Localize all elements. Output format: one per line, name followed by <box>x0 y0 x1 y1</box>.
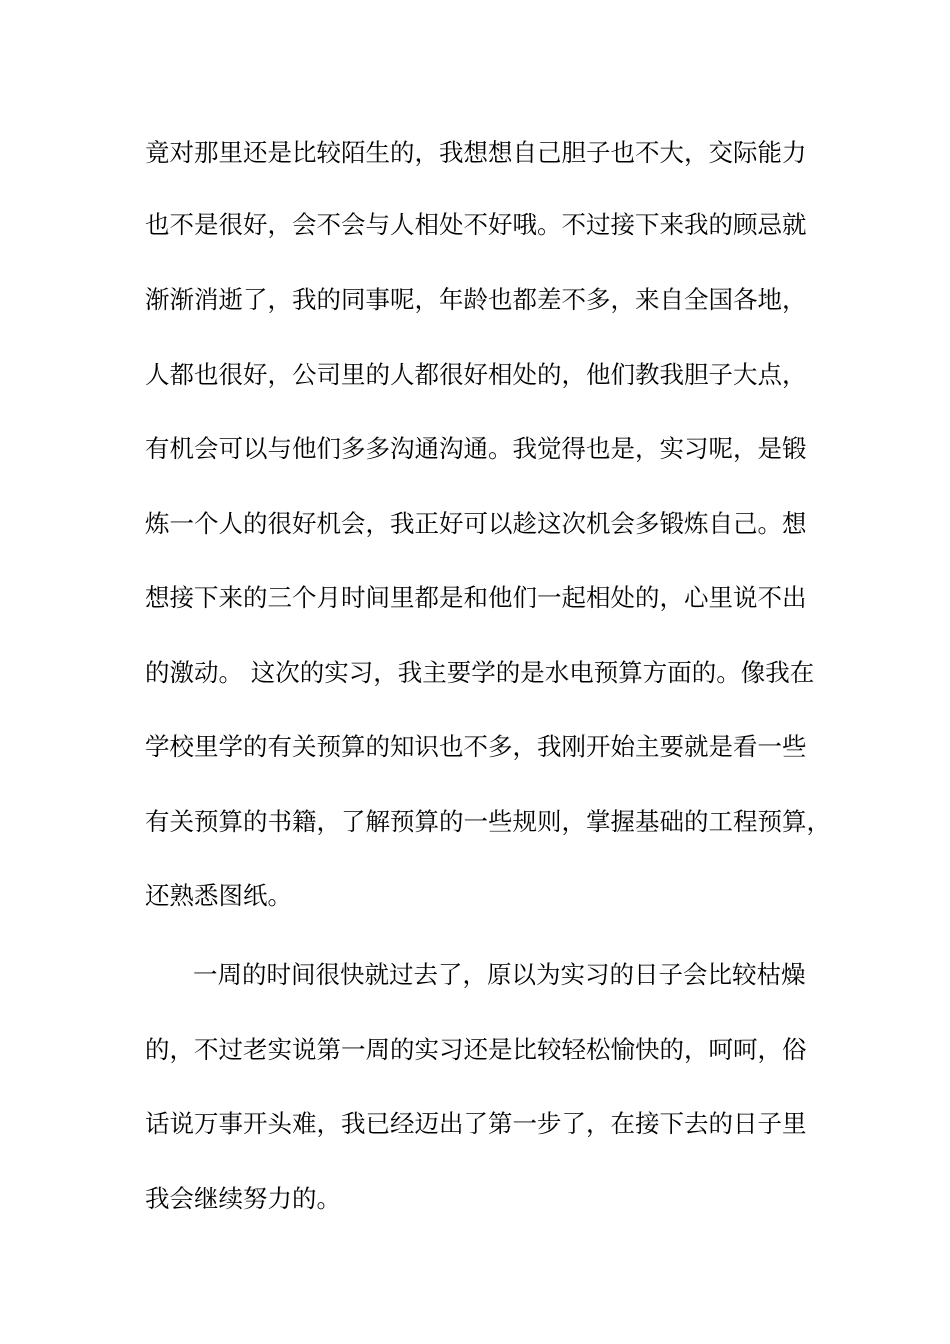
paragraph-line: 有机会可以与他们多多沟通沟通。我觉得也是，实习呢，是锻 <box>145 434 807 463</box>
paragraph-line: 也不是很好，会不会与人相处不好哦。不过接下来我的顾忌就 <box>145 210 807 239</box>
paragraph-line: 想接下来的三个月时间里都是和他们一起相处的，心里说不出 <box>145 583 807 612</box>
paragraph-line: 竟对那里还是比较陌生的，我想想自己胆子也不大，交际能力 <box>145 138 807 167</box>
paragraph-line: 的，不过老实说第一周的实习还是比较轻松愉快的，呵呵，俗 <box>145 1035 807 1064</box>
paragraph-line: 还熟悉图纸。 <box>145 881 292 910</box>
paragraph-line: 人都也很好，公司里的人都很好相处的，他们教我胆子大点， <box>145 360 807 389</box>
paragraph-line: 学校里学的有关预算的知识也不多，我刚开始主要就是看一些 <box>145 732 807 761</box>
paragraph-line: 炼一个人的很好机会，我正好可以趁这次机会多锻炼自己。想 <box>145 509 807 538</box>
paragraph-line: 一周的时间很快就过去了，原以为实习的日子会比较枯燥 <box>193 960 806 989</box>
paragraph-line: 的激动。 这次的实习，我主要学的是水电预算方面的。像我在 <box>145 658 815 687</box>
paragraph-line: 有关预算的书籍，了解预算的一些规则，掌握基础的工程预算， <box>145 807 831 836</box>
paragraph-line: 渐渐消逝了，我的同事呢，年龄也都差不多，来自全国各地， <box>145 285 807 314</box>
paragraph-line: 我会继续努力的。 <box>145 1184 341 1213</box>
paragraph-line: 话说万事开头难，我已经迈出了第一步了，在接下去的日子里 <box>145 1109 807 1138</box>
